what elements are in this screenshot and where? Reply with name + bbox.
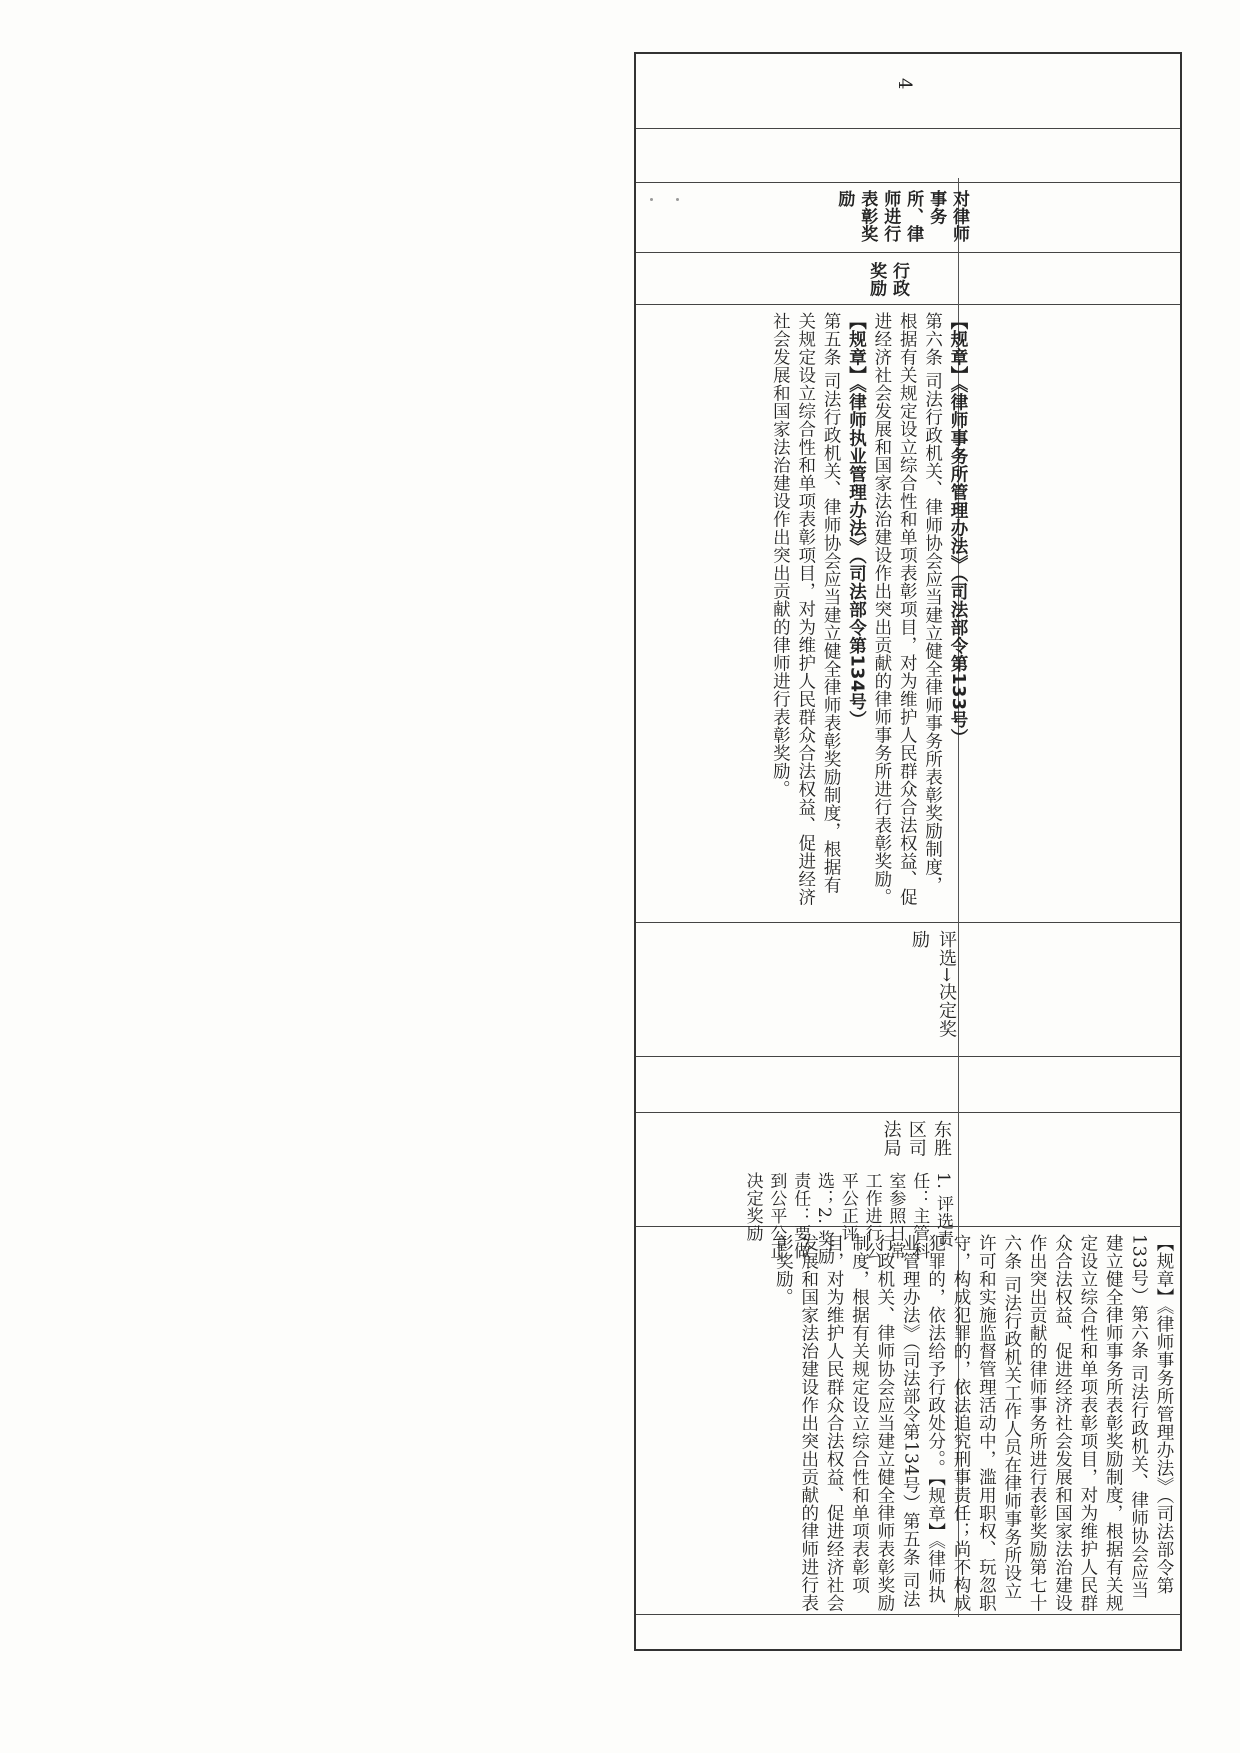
column-separator <box>636 182 1180 183</box>
process-cell: 评选→决定奖励 <box>909 930 957 1039</box>
column-separator <box>636 922 1180 923</box>
column-separator <box>636 304 1180 305</box>
rotated-table <box>634 52 1182 1651</box>
responsibility-cell: 1. 评选责任：主管科室参照日常工作进行公平公正评选；2. 奖励责任：要做到公平公正决定奖励 <box>742 1172 953 1266</box>
authority-cell: 东胜区司法局 <box>880 1120 952 1157</box>
column-separator <box>636 1112 1180 1113</box>
basis-2-header: 【规章】《律师执业管理办法》（司法部令第134号） <box>846 312 867 729</box>
item-type-cell: 行政奖励 <box>866 262 909 297</box>
basis-2-body: 第五条 司法行政机关、律师协会应当建立健全律师表彰奖励制度，根据有关规定设立综合性和单项表彰项目，对为维护人民群众合法权益、促进经济社会发展和国家法治建设作出突出贡献的律师进行表彰奖励。 <box>770 312 842 906</box>
legal-basis-cell <box>770 312 970 916</box>
accountability-basis-cell: 【规章】《律师事务所管理办法》（司法部令第133号）第六条 司法行政机关、律师协会应当建立健全律师事务所表彰奖励制度，根据有关规定设立综合性和单项表彰项目，对为维护人民群众合法权益、促进经济社会发展和国家法治建设作出突出贡献的律师事务所进行表彰奖励第七十六条 司法行政机关工作人员在律师事务所设立许可和实施监督管理活动中，滥用职权、玩忽职守，构成犯罪的，依法追究刑事责任；尚不构成犯罪的，依法给予行政处分。。【规章】《律师执业管理办法》（司法部令第134号）第五条 司法行政机关、律师协会应当建立健全律师表彰奖励制度，根据有关规定设立综合性和单项表彰项目，对为维护人民群众合法权益、促进经济社会发展和国家法治建设作出突出贡献的律师进行表彰奖励。 <box>773 1234 1174 1612</box>
item-name-cell: 对律师事务所、律师进行表彰奖励 <box>834 190 969 243</box>
column-separator <box>636 252 1180 253</box>
column-separator <box>636 128 1180 129</box>
page-number: 4 <box>894 78 915 90</box>
basis-1-header: 【规章】《律师事务所管理办法》（司法部令第133号） <box>948 312 968 747</box>
column-separator <box>636 1056 1180 1057</box>
basis-1-body: 第六条 司法行政机关、律师协会应当建立健全律师事务所表彰奖励制度，根据有关规定设立综合性和单项表彰项目，对为维护人民群众合法权益、促进经济社会发展和国家法治建设作出突出贡献的律师事务所进行表彰奖励。 <box>871 312 943 906</box>
column-separator <box>636 1614 1180 1615</box>
